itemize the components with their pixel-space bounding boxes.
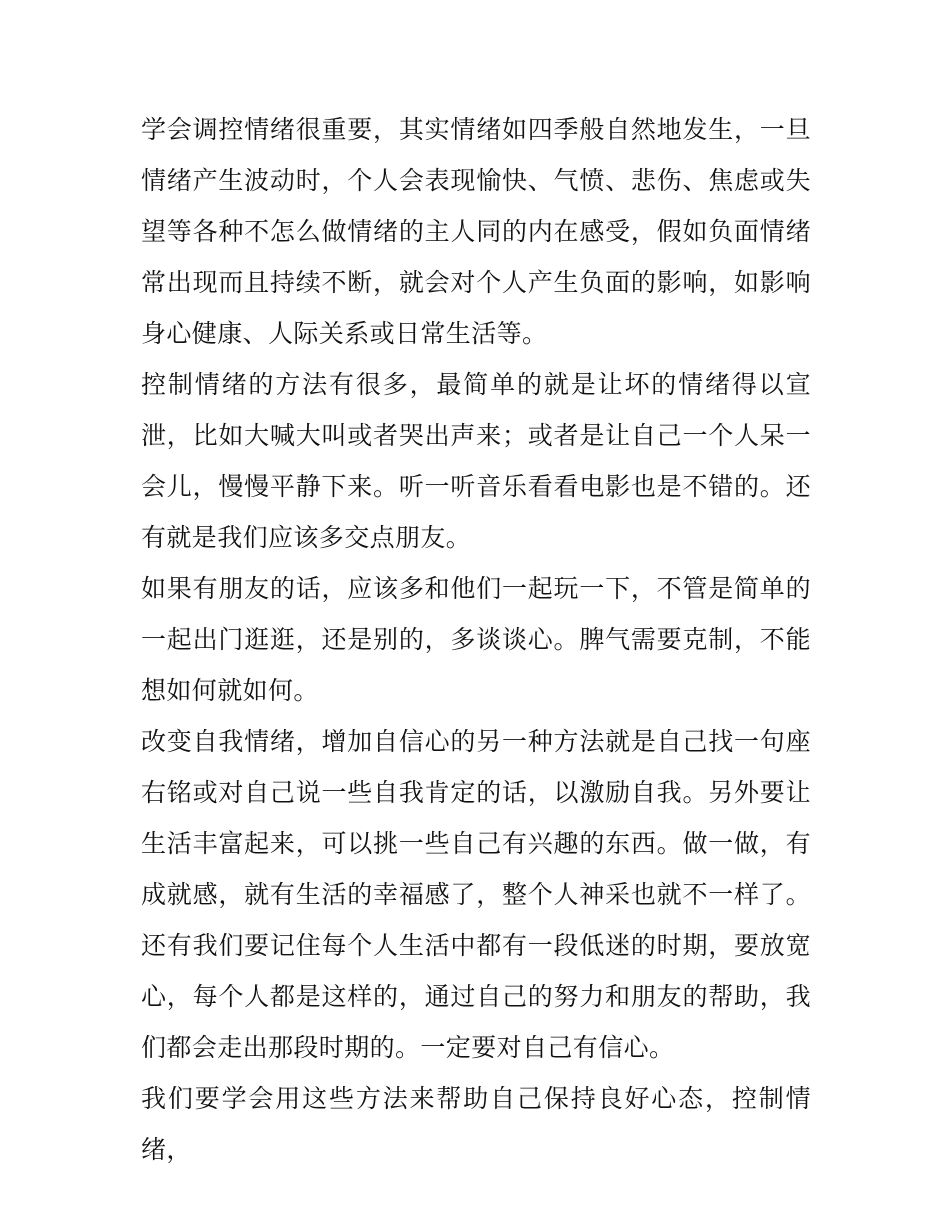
paragraph-3: 如果有朋友的话，应该多和他们一起玩一下，不管是简单的一起出门逛逛，还是别的，多谈谈心。脾气需要克制，不能想如何就如何。: [141, 574, 811, 705]
paragraph-2: 控制情绪的方法有很多，最简单的就是让坏的情绪得以宣泄，比如大喊大叫或者哭出声来；或者是让自己一个人呆一会儿，慢慢平静下来。听一听音乐看看电影也是不错的。还有就是我们应该多交点朋友。: [141, 370, 811, 552]
paragraph-4: 改变自我情绪，增加自信心的另一种方法就是自己找一句座右铭或对自己说一些自我肯定的话，以激励自我。另外要让生活丰富起来，可以挑一些自己有兴趣的东西。做一做，有成就感，就有生活的幸福感了，整个人神采也就不一样了。还有我们要记住每个人生活中都有一段低迷的时期，要放宽心，每个人都是这样的，通过自己的努力和朋友的帮助，我们都会走出那段时期的。一定要对自己有信心。: [141, 727, 811, 1062]
document-body: [141, 104, 811, 1175]
paragraph-5: 我们要学会用这些方法来帮助自己保持良好心态，控制情绪，: [141, 1084, 811, 1164]
paragraph-1: 学会调控情绪很重要，其实情绪如四季般自然地发生，一旦情绪产生波动时，个人会表现愉快、气愤、悲伤、焦虑或失望等各种不怎么做情绪的主人同的内在感受，假如负面情绪常出现而且持续不断，就会对个人产生负面的影响，如影响身心健康、人际关系或日常生活等。: [141, 115, 811, 348]
